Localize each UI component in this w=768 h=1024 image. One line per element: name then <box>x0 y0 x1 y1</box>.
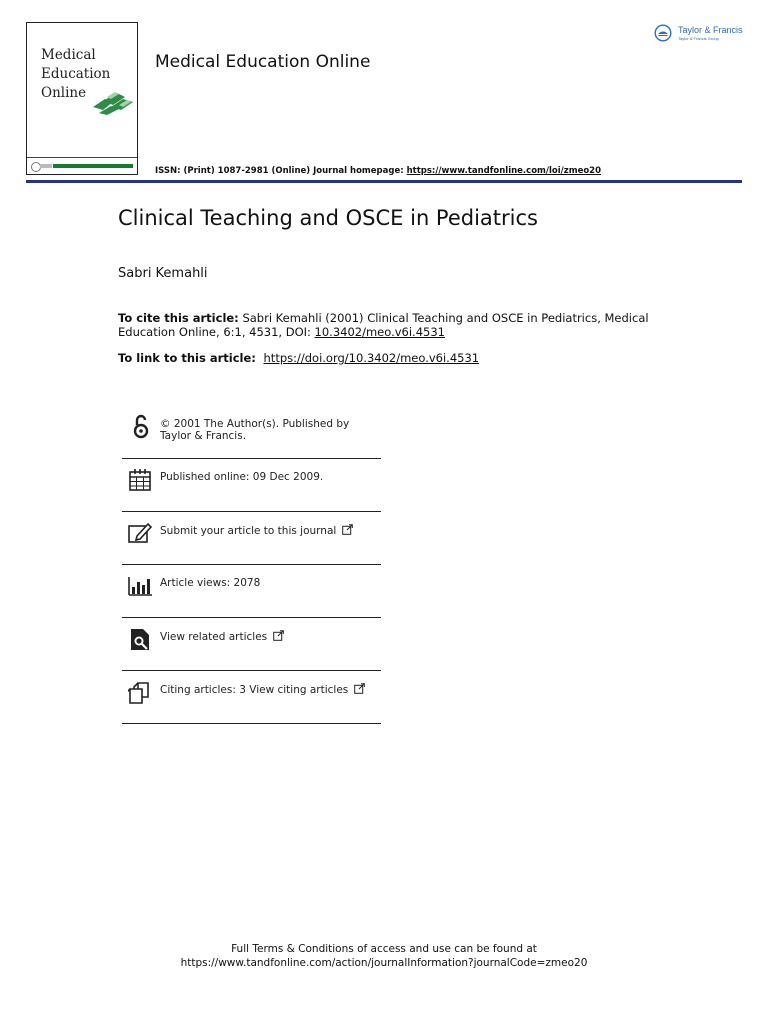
external-link-icon <box>273 630 284 641</box>
submit-article-link[interactable] <box>160 524 380 537</box>
article-link-block <box>118 351 479 365</box>
list-item-submit[interactable] <box>122 512 381 565</box>
cover-strip-text <box>40 164 52 168</box>
article-author: Sabri Kemahli <box>118 266 208 281</box>
open-access-icon <box>128 414 152 440</box>
issn-label: ISSN: (Print) 1087-2981 (Online) Journal homepage: <box>155 166 404 176</box>
cover-title-line: Medical <box>41 47 96 63</box>
footer-terms-text: Full Terms & Conditions of access and use can be found at <box>231 943 537 955</box>
footer-terms-url[interactable]: https://www.tandfonline.com/action/journalInformation?journalCode=zmeo20 <box>180 957 588 969</box>
external-link-icon <box>354 683 365 694</box>
publisher-logo-icon <box>654 24 672 42</box>
article-doi-url[interactable]: https://doi.org/10.3402/meo.v6i.4531 <box>263 351 480 365</box>
header-divider <box>26 180 742 183</box>
external-link-icon <box>342 524 353 535</box>
journal-cover <box>26 22 138 175</box>
citing-articles-label: Citing articles: 3 View citing articles <box>160 684 349 696</box>
citing-articles-icon <box>128 679 152 705</box>
journal-name: Medical Education Online <box>155 52 371 72</box>
article-views-text: Article views: 2078 <box>160 577 261 589</box>
cite-label: To cite this article: <box>118 311 239 325</box>
link-label: To link to this article: <box>118 351 256 365</box>
citing-articles-link[interactable] <box>160 683 380 696</box>
list-item-citing[interactable] <box>122 671 381 724</box>
list-item-related[interactable] <box>122 618 381 671</box>
related-articles-label: View related articles <box>160 631 268 643</box>
issn-line <box>155 166 601 176</box>
doi-link[interactable]: 10.3402/meo.v6i.4531 <box>314 325 445 339</box>
article-title: Clinical Teaching and OSCE in Pediatrics <box>118 206 538 230</box>
edit-icon <box>128 520 152 546</box>
citation-block <box>118 311 658 339</box>
journal-homepage-link[interactable]: https://www.tandfonline.com/loi/zmeo20 <box>406 166 602 176</box>
related-articles-icon <box>128 626 152 652</box>
list-item-license <box>122 406 381 459</box>
article-info-list <box>122 406 381 724</box>
cite-text: Sabri Kemahli (2001) Clinical Teaching and OSCE in Pediatrics, Medical Education Online, 6:1, 4531, DOI: <box>118 311 649 339</box>
publisher-group: Taylor & Francis Group <box>678 36 719 41</box>
list-item-published <box>122 459 381 512</box>
publisher-logo[interactable] <box>654 22 746 48</box>
cover-artwork <box>91 85 135 115</box>
list-item-views <box>122 565 381 618</box>
publisher-name: Taylor & Francis <box>678 25 743 35</box>
cover-strip-band <box>53 164 133 168</box>
submit-article-label: Submit your article to this journal <box>160 525 337 537</box>
cover-footer-strip <box>27 157 137 174</box>
license-text: © 2001 The Author(s). Published by Taylor & Francis. <box>160 418 350 442</box>
bar-chart-icon <box>128 573 152 599</box>
published-date-text: Published online: 09 Dec 2009. <box>160 471 324 483</box>
calendar-icon <box>128 467 152 493</box>
terms-footer <box>0 942 768 970</box>
related-articles-link[interactable] <box>160 630 380 643</box>
cover-title-line: Online <box>41 85 87 101</box>
cover-title-line: Education <box>41 66 111 82</box>
